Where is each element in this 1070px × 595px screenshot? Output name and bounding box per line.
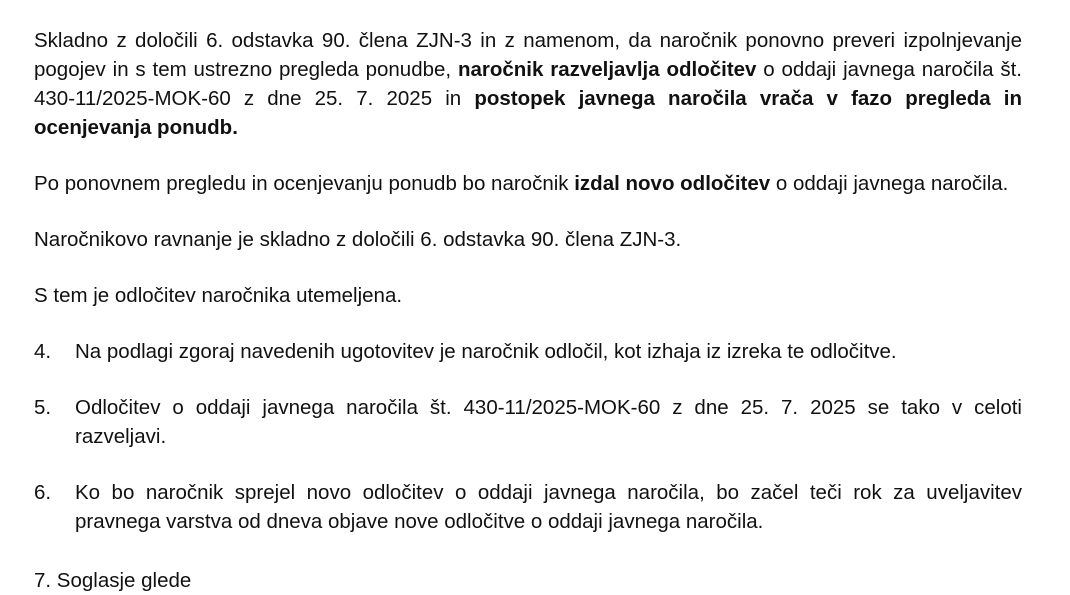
paragraph-annulment xyxy=(34,26,1022,142)
paragraph-new-decision-bold: izdal novo odločitev xyxy=(574,172,771,195)
list-item xyxy=(34,478,1022,536)
paragraph-compliance: Naročnikovo ravnanje je skladno z določili 6. odstavka 90. člena ZJN-3. xyxy=(34,228,682,251)
cutoff-next-line xyxy=(34,566,334,592)
cutoff-next-line-text: 7. Soglasje glede xyxy=(34,569,192,592)
paragraph-annulment-bold-2: postopek javnega naročila vrača v fazo pregleda in ocenjevanja ponudb. xyxy=(34,87,1022,139)
paragraph-new-decision-text-2: o oddaji javnega naročila. xyxy=(770,172,1009,195)
paragraph-annulment-text-1: Skladno z določili 6. odstavka 90. člena ZJN-3 in z namenom, da naročnik ponovno preveri izpolnjevanje pogojev in s tem ustrezno pregleda ponudbe, xyxy=(34,29,1022,81)
list-item xyxy=(34,337,1022,366)
paragraph-new-decision xyxy=(34,169,1022,198)
list-item-text: Na podlagi zgoraj navedenih ugotovitev je naročnik odločil, kot izhaja iz izreka te odločitve. xyxy=(75,340,897,363)
list-item-number: 4. xyxy=(34,340,52,363)
list-item-text: Ko bo naročnik sprejel novo odločitev o oddaji javnega naročila, bo začel teči rok za uveljavitev pravnega varstva od dneva objave nove odločitve o oddaji javnega naročila. xyxy=(75,481,1022,533)
list-item-text: Odločitev o oddaji javnega naročila št. 430-11/2025-MOK-60 z dne 25. 7. 2025 se tako v celoti razveljavi. xyxy=(75,396,1022,448)
paragraph-annulment-bold-1: naročnik razveljavlja odločitev xyxy=(457,58,757,81)
list-item-number: 6. xyxy=(34,481,52,504)
document-body xyxy=(34,26,1022,536)
list-item xyxy=(34,393,1022,451)
list-item-number: 5. xyxy=(34,396,52,419)
paragraph-new-decision-text-1: Po ponovnem pregledu in ocenjevanju ponudb bo naročnik xyxy=(34,172,575,195)
paragraph-justified: S tem je odločitev naročnika utemeljena. xyxy=(34,284,403,307)
paragraph-annulment-text-2: o oddaji javnega naročila št. 430-11/2025-MOK-60 z dne 25. 7. 2025 in xyxy=(34,58,1022,110)
